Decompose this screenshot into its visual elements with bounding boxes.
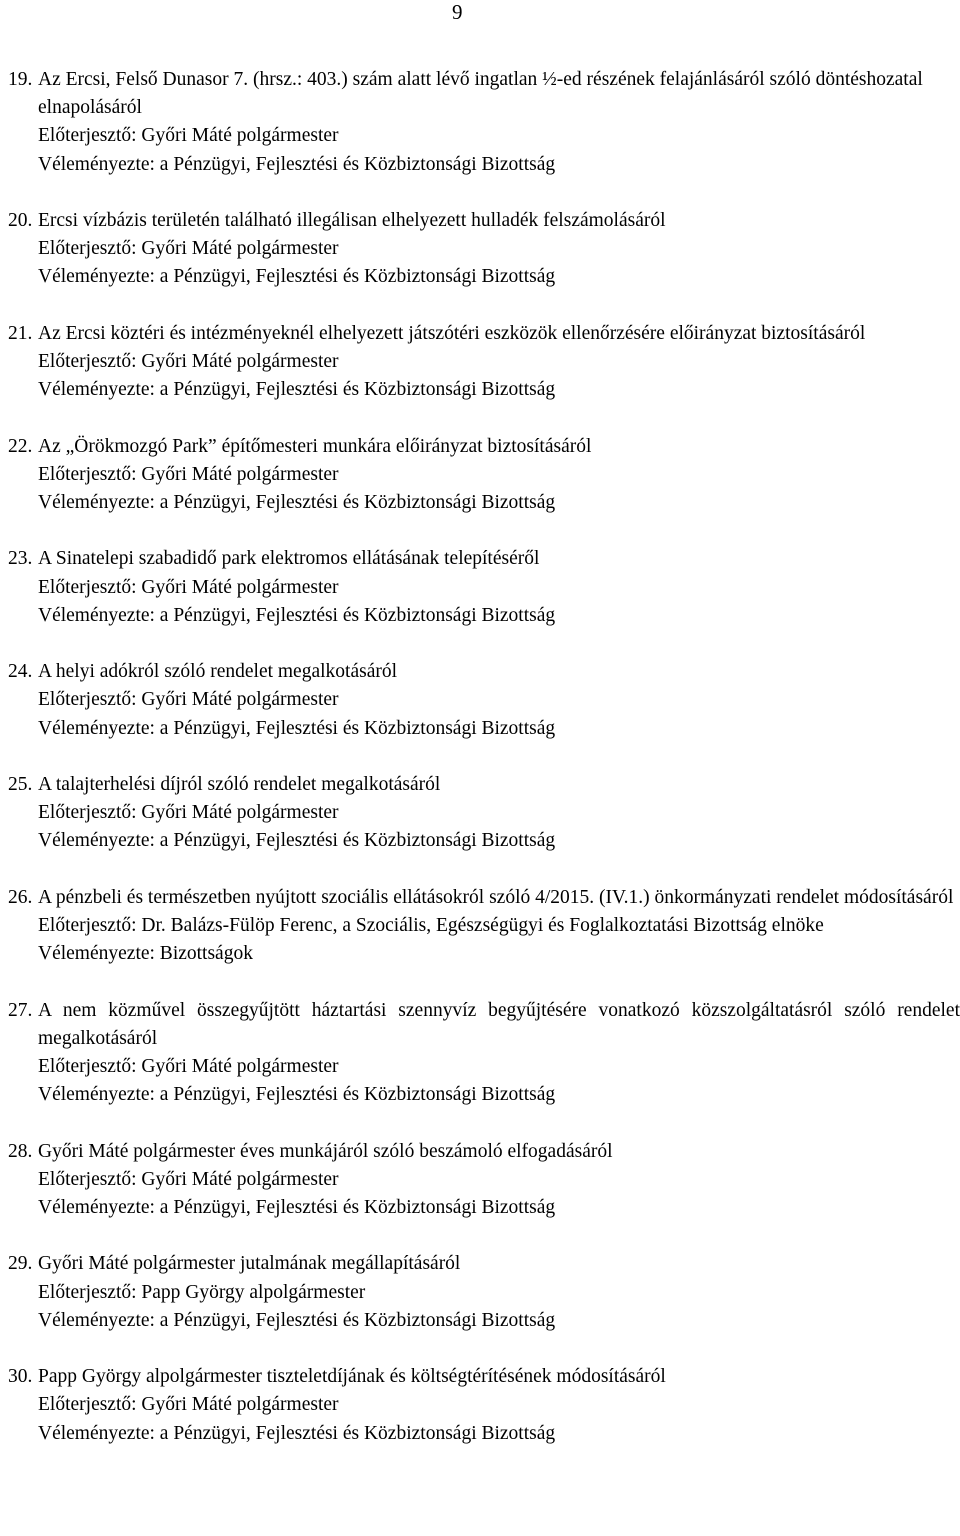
- agenda-item-number: 26.: [8, 886, 33, 908]
- agenda-item-reviewer: Véleményezte: a Pénzügyi, Fejlesztési és Közbiztonsági Bizottság: [38, 1309, 556, 1331]
- agenda-item-number: 24.: [8, 661, 33, 683]
- agenda-item-presenter: Előterjesztő: Győri Máté polgármester: [38, 463, 339, 485]
- page-number: 9: [452, 0, 463, 24]
- agenda-item-presenter: Előterjesztő: Győri Máté polgármester: [38, 1168, 339, 1190]
- agenda-item-title: A Sinatelepi szabadidő park elektromos ellátásának telepítéséről: [38, 548, 540, 570]
- agenda-item-title: A talajterhelési díjról szóló rendelet megalkotásáról: [38, 773, 441, 795]
- agenda-item: [8, 658, 960, 743]
- agenda-item: [8, 1138, 960, 1223]
- agenda-item-presenter: Előterjesztő: Győri Máté polgármester: [38, 802, 339, 824]
- agenda-item-presenter: Előterjesztő: Győri Máté polgármester: [38, 238, 339, 260]
- agenda-item-title: Győri Máté polgármester éves munkájáról szóló beszámoló elfogadásáról: [38, 1140, 613, 1162]
- agenda-item: [8, 771, 960, 856]
- agenda-item: [8, 545, 960, 630]
- agenda-list: [8, 66, 960, 1476]
- agenda-item-number: 25.: [8, 773, 33, 795]
- agenda-item-title: A pénzbeli és természetben nyújtott szociális ellátásokról szóló 4/2015. (IV.1.) önkormányzati rendelet módosításáról: [38, 886, 954, 908]
- agenda-item-number: 20.: [8, 210, 33, 231]
- agenda-item: [8, 433, 960, 518]
- agenda-item: [8, 66, 960, 179]
- agenda-item-title: A nem közművel összegyűjtött háztartási szennyvíz begyűjtésére vonatkozó közszolgáltatásról szóló rendelet megalkotásáról: [38, 999, 960, 1049]
- agenda-item: [8, 1250, 960, 1335]
- agenda-item-presenter: Előterjesztő: Győri Máté polgármester: [38, 1394, 339, 1416]
- agenda-item-number: 29.: [8, 1253, 33, 1275]
- agenda-item: [8, 207, 960, 292]
- agenda-item-presenter: Előterjesztő: Dr. Balázs-Fülöp Ferenc, a Szociális, Egészségügyi és Foglalkoztatási Bizottság elnöke: [38, 914, 824, 936]
- agenda-item-reviewer: Véleményezte: a Pénzügyi, Fejlesztési és Közbiztonsági Bizottság: [38, 1196, 556, 1218]
- agenda-item-reviewer: Véleményezte: a Pénzügyi, Fejlesztési és Közbiztonsági Bizottság: [38, 604, 556, 626]
- agenda-item-title: Papp György alpolgármester tiszteletdíjának és költségtérítésének módosításáról: [38, 1366, 666, 1388]
- agenda-item: [8, 884, 960, 969]
- agenda-item-reviewer: Véleményezte: a Pénzügyi, Fejlesztési és Közbiztonsági Bizottság: [38, 1422, 556, 1444]
- agenda-item-number: 27.: [8, 999, 33, 1021]
- agenda-item-title: Ercsi vízbázis területén található illegálisan elhelyezett hulladék felszámolásáról: [38, 210, 666, 231]
- agenda-item-reviewer: Véleményezte: a Pénzügyi, Fejlesztési és Közbiztonsági Bizottság: [38, 1084, 556, 1106]
- agenda-item-title: Győri Máté polgármester jutalmának megállapításáról: [38, 1253, 461, 1275]
- agenda-item-title: Az „Örökmozgó Park” építőmesteri munkára előirányzat biztosításáról: [38, 435, 592, 457]
- agenda-item-number: 21.: [8, 322, 33, 344]
- agenda-item-title: A helyi adókról szóló rendelet megalkotásáról: [38, 661, 398, 683]
- agenda-item-reviewer: Véleményezte: a Pénzügyi, Fejlesztési és Közbiztonsági Bizottság: [38, 830, 556, 852]
- agenda-item-number: 19.: [8, 69, 33, 90]
- agenda-item: [8, 997, 960, 1110]
- agenda-item-title: Az Ercsi köztéri és intézményeknél elhelyezett játszótéri eszközök ellenőrzésére előirányzat biztosításáról: [38, 322, 866, 344]
- agenda-item: [8, 320, 960, 405]
- agenda-item-reviewer: Véleményezte: Bizottságok: [38, 943, 253, 965]
- agenda-item-reviewer: Véleményezte: a Pénzügyi, Fejlesztési és Közbiztonsági Bizottság: [38, 492, 556, 513]
- agenda-item-presenter: Előterjesztő: Papp György alpolgármester: [38, 1281, 366, 1303]
- agenda-item-reviewer: Véleményezte: a Pénzügyi, Fejlesztési és Közbiztonsági Bizottság: [38, 379, 556, 401]
- agenda-item-presenter: Előterjesztő: Győri Máté polgármester: [38, 351, 339, 372]
- agenda-item-presenter: Előterjesztő: Győri Máté polgármester: [38, 125, 339, 147]
- agenda-item-presenter: Előterjesztő: Győri Máté polgármester: [38, 576, 339, 598]
- agenda-item-presenter: Előterjesztő: Győri Máté polgármester: [38, 689, 339, 711]
- agenda-item-reviewer: Véleményezte: a Pénzügyi, Fejlesztési és Közbiztonsági Bizottság: [38, 266, 556, 288]
- agenda-item-number: 30.: [8, 1366, 33, 1388]
- agenda-item-reviewer: Véleményezte: a Pénzügyi, Fejlesztési és Közbiztonsági Bizottság: [38, 717, 556, 739]
- agenda-item: [8, 1363, 960, 1448]
- agenda-item-number: 23.: [8, 548, 33, 570]
- agenda-item-number: 28.: [8, 1140, 33, 1162]
- agenda-item-number: 22.: [8, 435, 33, 457]
- agenda-item-title: Az Ercsi, Felső Dunasor 7. (hrsz.: 403.) szám alatt lévő ingatlan ½-ed részének felajánlásáról szóló döntéshozatal elnapolásáról: [38, 69, 923, 119]
- agenda-item-presenter: Előterjesztő: Győri Máté polgármester: [38, 1055, 339, 1077]
- agenda-item-reviewer: Véleményezte: a Pénzügyi, Fejlesztési és Közbiztonsági Bizottság: [38, 153, 556, 175]
